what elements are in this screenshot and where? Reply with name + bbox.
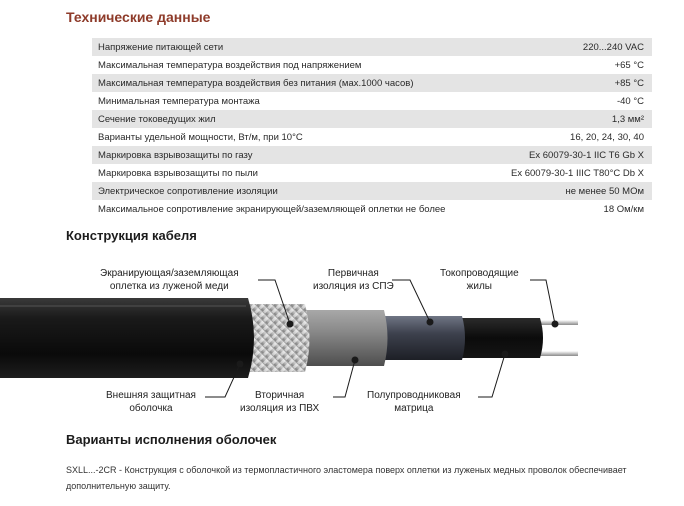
table-row: [92, 128, 652, 146]
spec-label: Электрическое сопротивление изоляции: [92, 182, 489, 200]
leader-line: [478, 354, 505, 397]
spec-value: не менее 50 МОм: [489, 182, 652, 200]
label-secondary-insulation: [240, 389, 319, 415]
spec-value: 18 Ом/км: [489, 200, 652, 218]
table-row: [92, 164, 652, 182]
leader-line: [392, 280, 430, 322]
spec-label: Максимальная температура воздействия под напряжением: [92, 56, 489, 74]
spec-label: Варианты удельной мощности, Вт/м, при 10°C: [92, 128, 489, 146]
spec-label: Максимальная температура воздействия без питания (мах.1000 часов): [92, 74, 489, 92]
outer-sheath: [0, 298, 254, 378]
spec-label: Сечение токоведущих жил: [92, 110, 489, 128]
label-line: оболочка: [129, 403, 173, 414]
spec-value: 220...240 VAC: [489, 38, 652, 56]
spec-value: 1,3 мм²: [489, 110, 652, 128]
spec-label: Максимальное сопротивление экранирующей/заземляющей оплетки не более: [92, 200, 489, 218]
leader-dot: [552, 321, 559, 328]
braid-layer: [245, 304, 310, 372]
table-row: [92, 182, 652, 200]
table-row: [92, 74, 652, 92]
label-shield: [100, 267, 239, 293]
label-line: Внешняя защитная: [106, 390, 196, 401]
table-row: [92, 38, 652, 56]
leader-dot: [502, 351, 509, 358]
leader-dot: [287, 321, 294, 328]
spec-label: Маркировка взрывозащиты по пыли: [92, 164, 489, 182]
label-primary-insulation: [313, 267, 394, 293]
conductor-wire: [540, 320, 578, 325]
label-line: Вторичная: [254, 390, 305, 401]
spec-label: Минимальная температура монтажа: [92, 92, 489, 110]
label-outer-sheath: [106, 389, 196, 415]
spec-value: Ex 60079-30-1 IIIC T80°C Db X: [489, 164, 652, 182]
table-row: [92, 92, 652, 110]
label-line: Полупроводниковая: [367, 390, 461, 401]
spec-value: -40 °C: [489, 92, 652, 110]
table-row: [92, 56, 652, 74]
leader-dot: [352, 357, 359, 364]
label-line: изоляция из ПВХ: [240, 403, 320, 414]
spec-value: Ex 60079-30-1 IIC T6 Gb X: [489, 146, 652, 164]
pvc-layer: [300, 310, 388, 366]
label-line: Первичная: [327, 268, 379, 279]
construction-title: Конструкция кабеля: [66, 228, 197, 243]
conductor-wire: [540, 351, 578, 356]
label-line: изоляция из СПЭ: [313, 281, 394, 292]
spec-label: Напряжение питающей сети: [92, 38, 489, 56]
tech-data-table: [92, 38, 652, 218]
label-line: оплетка из луженой меди: [109, 281, 229, 292]
leader-dot: [427, 319, 434, 326]
sheath-description: SXLL...-2CR - Конструкция с оболочкой из термопластичного эластомера поверх оплетки из луженых медных проволок обеспечивает дополнительную защиту.: [66, 465, 627, 491]
spec-value: +85 °C: [489, 74, 652, 92]
table-row: [92, 110, 652, 128]
label-line: Экранирующая/заземляющая: [100, 268, 239, 279]
leader-dot: [237, 361, 244, 368]
label-line: Токопроводящие: [440, 268, 519, 279]
table-row: [92, 146, 652, 164]
xlpe-layer: [380, 316, 465, 360]
label-line: жилы: [466, 281, 492, 292]
label-line: матрица: [394, 403, 434, 414]
spec-label: Маркировка взрывозащиты по газу: [92, 146, 489, 164]
tech-data-title: Технические данные: [66, 9, 211, 25]
table-row: [92, 200, 652, 218]
spec-value: +65 °C: [489, 56, 652, 74]
label-matrix: [367, 389, 461, 415]
leader-line: [530, 280, 555, 324]
sheath-variants-title: Варианты исполнения оболочек: [66, 432, 277, 447]
cable-diagram: [0, 252, 684, 427]
spec-value: 16, 20, 24, 30, 40: [489, 128, 652, 146]
label-conductors: [440, 267, 519, 293]
matrix-layer: [455, 318, 543, 358]
